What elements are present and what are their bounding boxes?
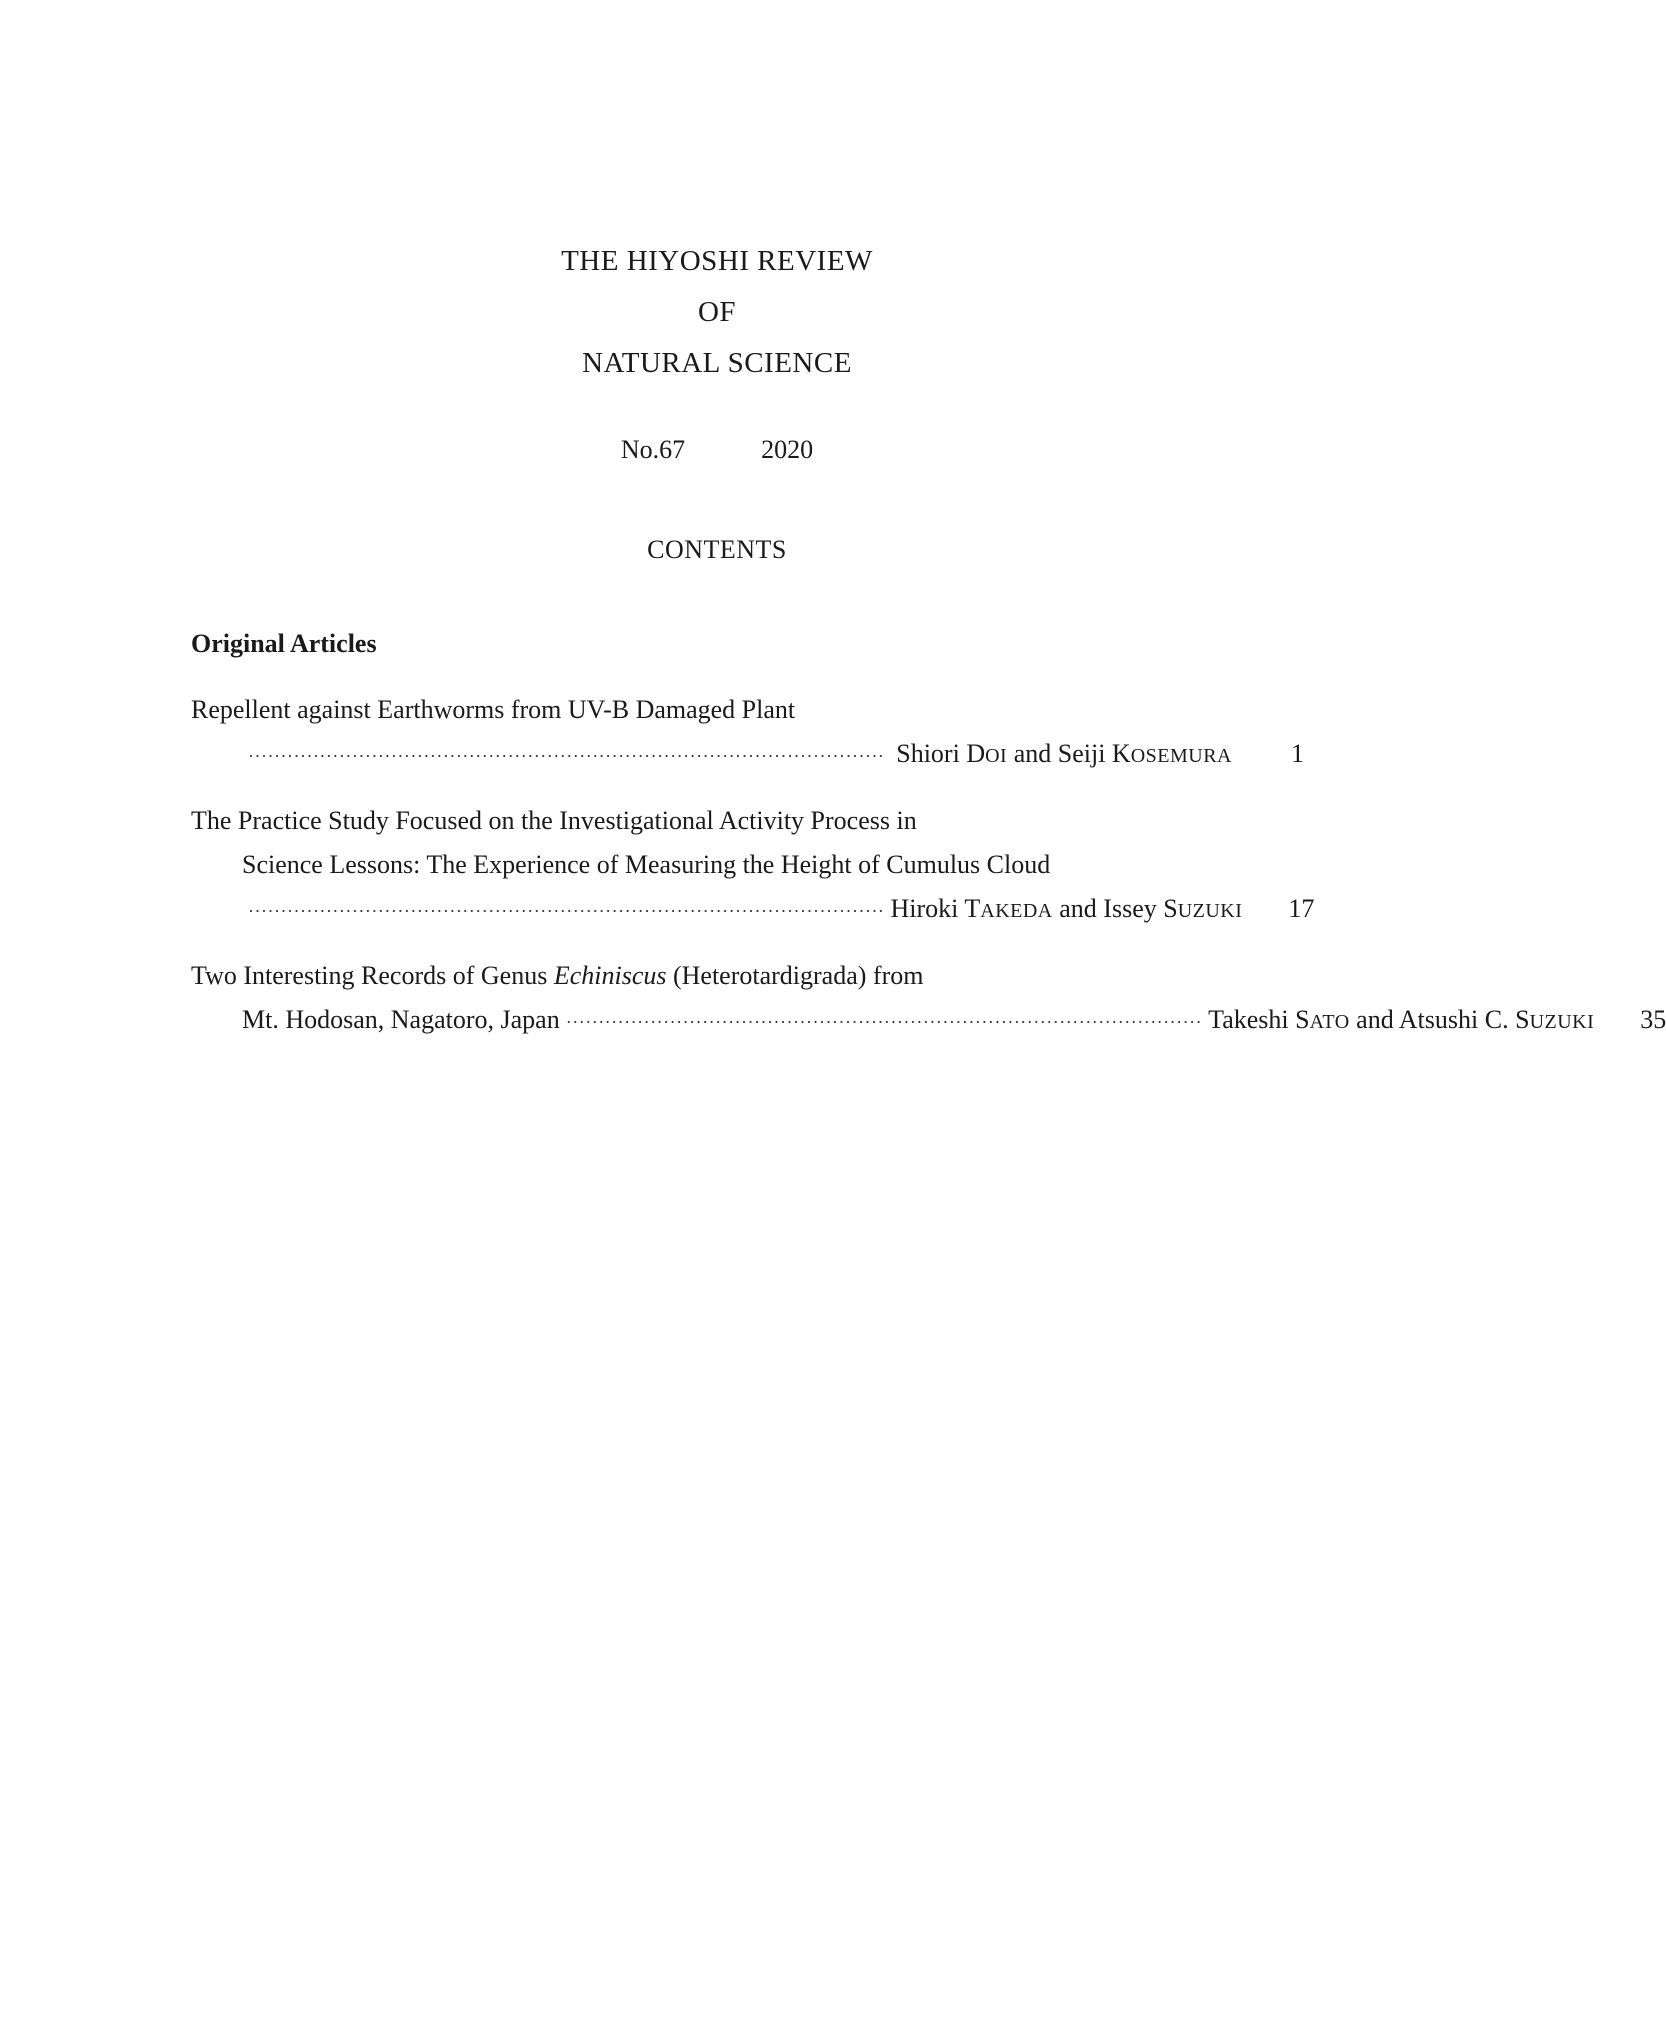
- toc-entry-2-title-line-1: The Practice Study Focused on the Investigational Activity Process in: [191, 806, 917, 835]
- journal-title: [0, 236, 1434, 389]
- toc-entry-3[interactable]: [191, 954, 1666, 1042]
- journal-title-line-3: NATURAL SCIENCE: [582, 347, 852, 379]
- toc-entry-1[interactable]: [191, 688, 1304, 776]
- toc-entry-2-authors: Hiroki TAKEDA and Issey SUZUKI: [890, 894, 1243, 923]
- toc-entry-3-title-line-1: Two Interesting Records of Genus Echiniscus (Heterotardigrada) from: [191, 961, 924, 990]
- toc-entry-2-title-line-2: Science Lessons: The Experience of Measuring the Height of Cumulus Cloud: [242, 850, 1051, 879]
- toc-entry-3-title-line-2: Mt. Hodosan, Nagatoro, Japan: [242, 1005, 560, 1034]
- section-heading: Original Articles: [191, 629, 377, 658]
- toc-entry-3-authors: Takeshi SATO and Atsushi C. SUZUKI: [1208, 1005, 1595, 1034]
- contents-heading: CONTENTS: [647, 535, 787, 564]
- journal-title-line-1: THE HIYOSHI REVIEW: [561, 245, 873, 277]
- dot-leader: ··································································································: [565, 1012, 1203, 1032]
- dot-leader: ··································································································: [248, 746, 885, 766]
- genus-name: Echiniscus: [553, 961, 667, 990]
- issue-info: [0, 432, 1434, 468]
- toc-entry-2-page: 17: [1288, 894, 1315, 923]
- dot-leader: ··································································································: [248, 901, 885, 921]
- toc-entry-1-authors: Shiori DOI and Seiji KOSEMURA: [896, 739, 1232, 768]
- toc-entry-1-byline: [191, 732, 1304, 776]
- toc-entry-3-byline: [191, 998, 1666, 1042]
- toc-entry-2-byline: [191, 887, 1315, 931]
- issue-number: No.67: [620, 435, 686, 464]
- toc-entry-3-page: 35: [1640, 1005, 1666, 1034]
- toc-entry-1-page: 1: [1291, 739, 1304, 768]
- toc-entry-1-title: Repellent against Earthworms from UV-B Damaged Plant: [191, 695, 796, 724]
- issue-year: 2020: [761, 435, 814, 464]
- journal-title-line-2: OF: [697, 296, 737, 328]
- toc-entry-2[interactable]: [191, 799, 1315, 931]
